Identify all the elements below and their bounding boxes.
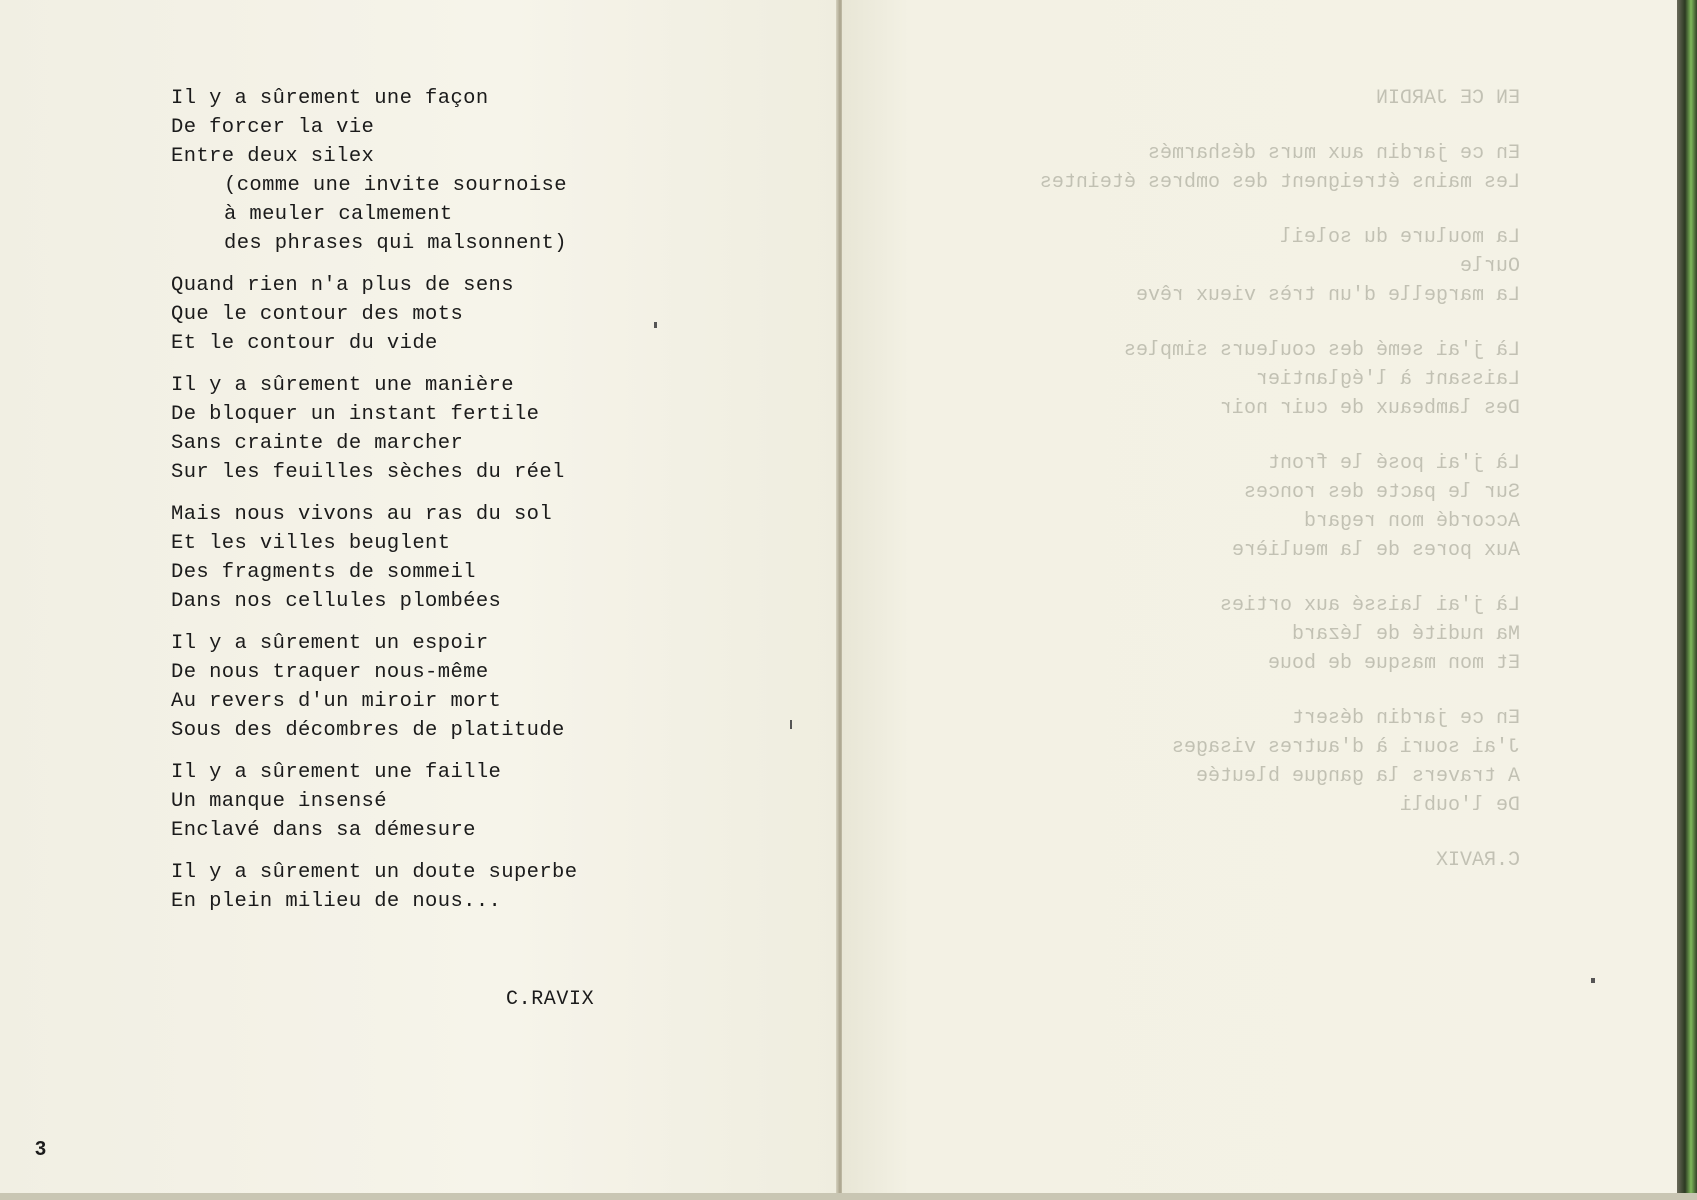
bleed-line: A travers la gangue bleutée	[1195, 765, 1520, 788]
stanza	[171, 371, 577, 487]
stanza	[171, 84, 577, 258]
poem	[171, 84, 577, 929]
poem-line: Quand rien n'a plus de sens	[171, 274, 514, 297]
bleed-gap	[1000, 678, 1520, 704]
left-page	[0, 0, 840, 1195]
bleed-gap	[1000, 310, 1520, 336]
bleed-gap	[1000, 113, 1520, 139]
poem-line: En plein milieu de nous...	[171, 890, 502, 913]
poem-line: De nous traquer nous-même	[171, 661, 489, 684]
poem-line: De forcer la vie	[171, 116, 375, 139]
ink-speck	[1591, 978, 1595, 983]
poem-line: Il y a sûrement une manière	[171, 374, 514, 397]
bleed-line: Aux pores de la meulière	[1231, 539, 1520, 562]
booklet-bottom-edge	[0, 1193, 1697, 1200]
poem-line: Que le contour des mots	[171, 303, 464, 326]
bleed-line: Laissant à l'églantier	[1255, 368, 1520, 391]
poem-line: Mais nous vivons au ras du sol	[171, 503, 553, 526]
poem-line: Il y a sûrement un doute superbe	[171, 861, 578, 884]
ink-speck	[790, 720, 792, 729]
poem-line: Enclavé dans sa démesure	[171, 819, 476, 842]
bleed-line: Des lambeaux de cuir noir	[1219, 397, 1520, 420]
bleed-line: J'ai souri à d'autres visages	[1171, 736, 1520, 759]
bleed-gap	[1000, 423, 1520, 449]
bleed-gap	[1000, 820, 1520, 846]
stanza	[171, 271, 577, 358]
poem-line: Au revers d'un miroir mort	[171, 690, 502, 713]
bleed-through-text	[1000, 84, 1520, 875]
poem-line: De bloquer un instant fertile	[171, 403, 540, 426]
bleed-gap	[1000, 565, 1520, 591]
poem-line: Dans nos cellules plombées	[171, 590, 502, 613]
bleed-line: EN CE JARDIN	[1375, 87, 1520, 110]
poem-line: Sous des décombres de platitude	[171, 719, 565, 742]
poem-line: des phrases qui malsonnent)	[224, 232, 567, 255]
stanza	[171, 758, 577, 845]
bleed-line: Là j'ai posé le front	[1267, 452, 1520, 475]
booklet-right-edge	[1677, 0, 1697, 1200]
bleed-line: Là j'ai semé des couleurs simples	[1123, 339, 1520, 362]
stanza	[171, 629, 577, 745]
bleed-gap	[1000, 197, 1520, 223]
bleed-line: C.RAVIX	[1435, 849, 1520, 872]
poem-line: Sur les feuilles sèches du réel	[171, 461, 565, 484]
poem-line: Et le contour du vide	[171, 332, 438, 355]
poem-line: Il y a sûrement une faille	[171, 761, 502, 784]
bleed-line: En ce jardin aux murs désharmés	[1147, 142, 1520, 165]
bleed-line: Et mon masque de boue	[1267, 652, 1520, 675]
bleed-line: Accordé mon regard	[1303, 510, 1520, 533]
bleed-line: En ce jardin désert	[1291, 707, 1520, 730]
stanza	[171, 500, 577, 616]
poem-line: Sans crainte de marcher	[171, 432, 464, 455]
stanza	[171, 858, 577, 916]
author-signature: C.RAVIX	[506, 988, 595, 1011]
poem-line: Il y a sûrement une façon	[171, 87, 489, 110]
bleed-line: Ourle	[1459, 255, 1520, 278]
bleed-line: La moulure du soleil	[1279, 226, 1520, 249]
poem-line: Entre deux silex	[171, 145, 375, 168]
page-number: 3	[35, 1138, 47, 1160]
ink-speck	[654, 322, 657, 328]
bleed-line: Les mains étreignent des ombres éteintes	[1039, 171, 1520, 194]
bleed-line: De l'oubli	[1399, 794, 1520, 817]
poem-line: Des fragments de sommeil	[171, 561, 476, 584]
poem-line: Il y a sûrement un espoir	[171, 632, 489, 655]
poem-line: Un manque insensé	[171, 790, 387, 813]
poem-line: Et les villes beuglent	[171, 532, 451, 555]
bleed-line: La margelle d'un très vieux rêve	[1135, 284, 1520, 307]
bleed-line: Ma nudité de lézard	[1291, 623, 1520, 646]
bleed-line: Là j'ai laissé aux orties	[1219, 594, 1520, 617]
poem-line: à meuler calmement	[224, 203, 453, 226]
poem-line: (comme une invite sournoise	[224, 174, 567, 197]
bleed-line: Sur le pacte des ronces	[1243, 481, 1520, 504]
